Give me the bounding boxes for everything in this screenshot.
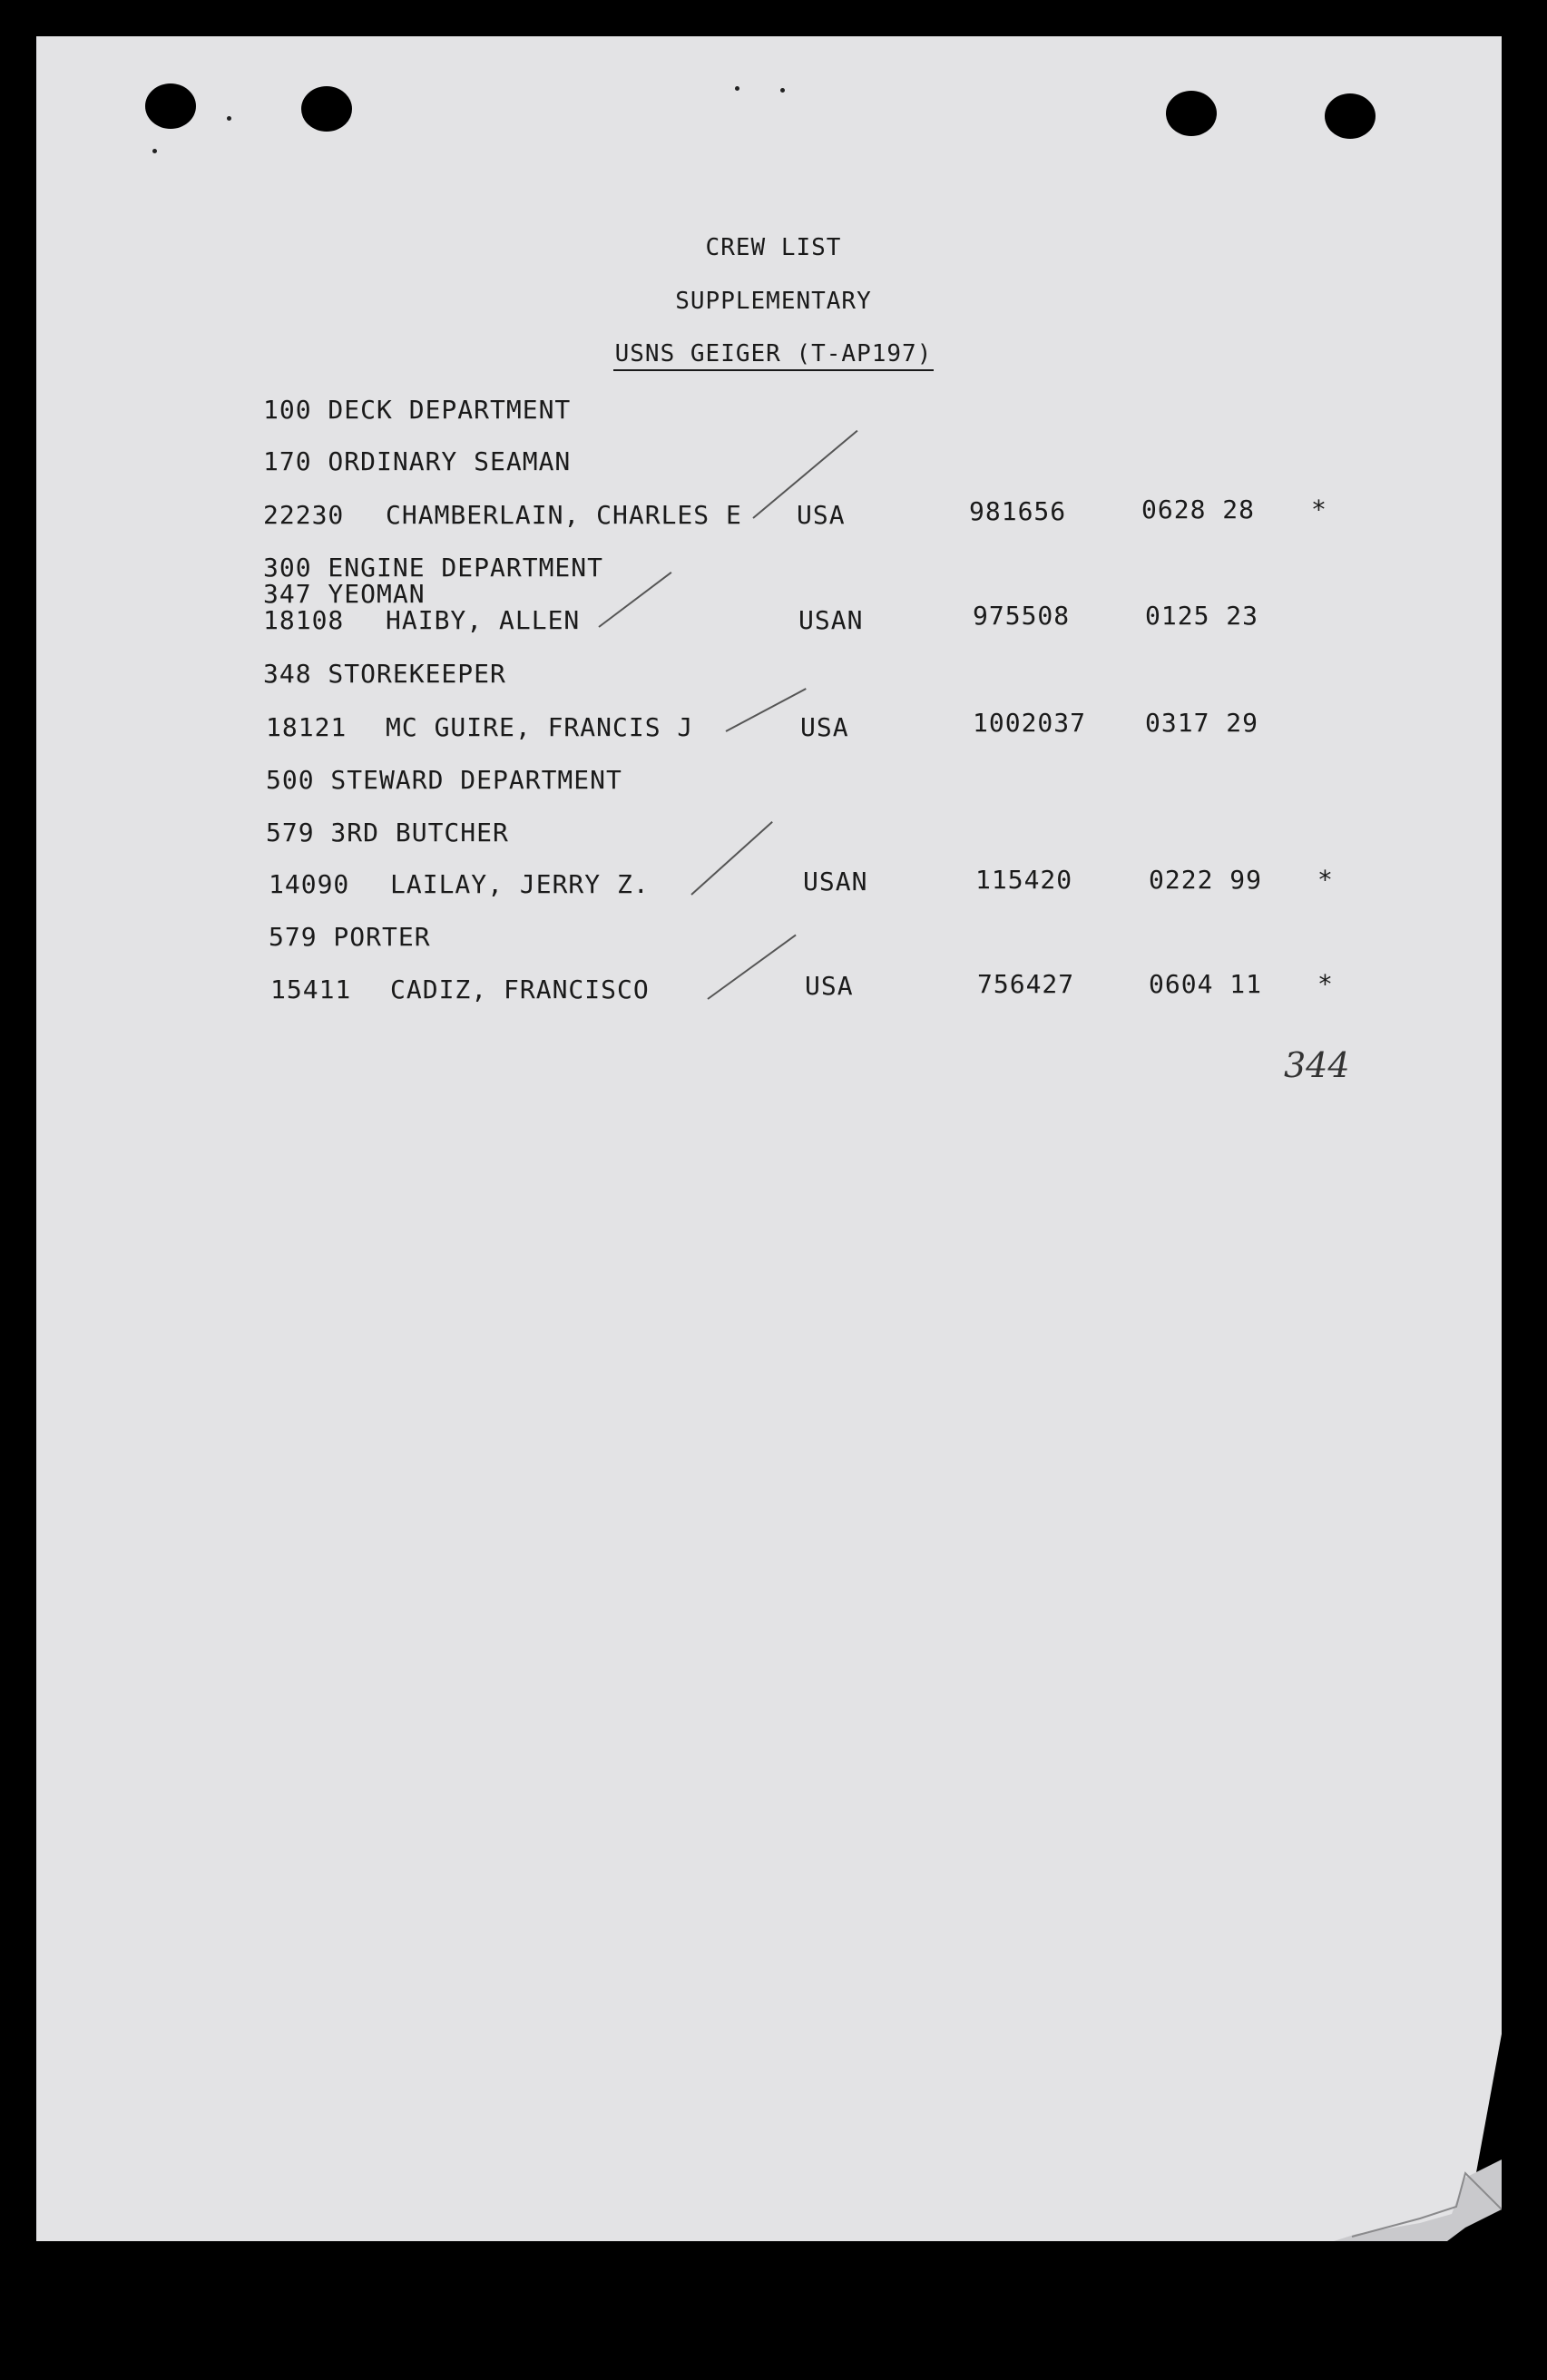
vessel-name-text: USNS GEIGER (T-AP197) (613, 340, 935, 371)
entry-id: 115420 (975, 865, 1073, 895)
section-porter: 579 PORTER (269, 922, 431, 952)
entry-name: MC GUIRE, FRANCIS J (386, 712, 694, 742)
entry-code: 0317 29 (1145, 708, 1259, 738)
dust-speck (735, 86, 739, 91)
page-number: 344 (1284, 1045, 1350, 1085)
section-ordinary-seaman: 170 ORDINARY SEAMAN (263, 446, 572, 476)
entry-nationality: USA (797, 500, 846, 530)
entry-nationality: USA (800, 712, 849, 742)
entry-number: 15411 (270, 975, 352, 1004)
entry-code: 0222 99 (1149, 865, 1263, 895)
entry-code: 0628 28 (1141, 495, 1256, 524)
entry-mark: * (1311, 495, 1327, 524)
page-title: CREW LIST (705, 234, 842, 261)
section-3rd-butcher: 579 3RD BUTCHER (266, 818, 509, 847)
section-engine-department: 300 ENGINE DEPARTMENT (263, 553, 604, 583)
entry-number: 18121 (266, 712, 348, 742)
entry-name: CADIZ, FRANCISCO (390, 975, 650, 1004)
punch-hole-right-1 (1166, 91, 1217, 136)
entry-name: CHAMBERLAIN, CHARLES E (386, 500, 742, 530)
entry-code: 0604 11 (1149, 969, 1263, 999)
page-corner-curl (1284, 2123, 1502, 2241)
page-subtitle: SUPPLEMENTARY (675, 288, 872, 315)
entry-number: 22230 (263, 500, 345, 530)
entry-nationality: USA (805, 971, 854, 1001)
punch-hole-right-2 (1325, 93, 1376, 139)
punch-hole-left-1 (145, 83, 196, 129)
entry-name: HAIBY, ALLEN (386, 605, 581, 635)
entry-code: 0125 23 (1145, 601, 1259, 631)
entry-id: 981656 (969, 496, 1067, 526)
entry-id: 756427 (977, 969, 1075, 999)
entry-nationality: USAN (798, 605, 864, 635)
entry-id: 975508 (973, 601, 1071, 631)
entry-id: 1002037 (973, 708, 1087, 738)
dust-speck (227, 116, 231, 121)
section-deck-department: 100 DECK DEPARTMENT (263, 395, 572, 425)
entry-nationality: USAN (803, 867, 868, 896)
dust-speck (152, 149, 157, 153)
section-storekeeper: 348 STOREKEEPER (263, 659, 506, 689)
entry-name: LAILAY, JERRY Z. (390, 869, 650, 899)
entry-mark: * (1317, 865, 1334, 895)
section-steward-department: 500 STEWARD DEPARTMENT (266, 765, 622, 795)
vessel-name (0, 340, 1547, 367)
dust-speck (780, 88, 785, 93)
section-yeoman: 347 YEOMAN (263, 579, 426, 609)
entry-number: 18108 (263, 605, 345, 635)
punch-hole-left-2 (301, 86, 352, 132)
entry-number: 14090 (269, 869, 350, 899)
entry-mark: * (1317, 969, 1334, 999)
